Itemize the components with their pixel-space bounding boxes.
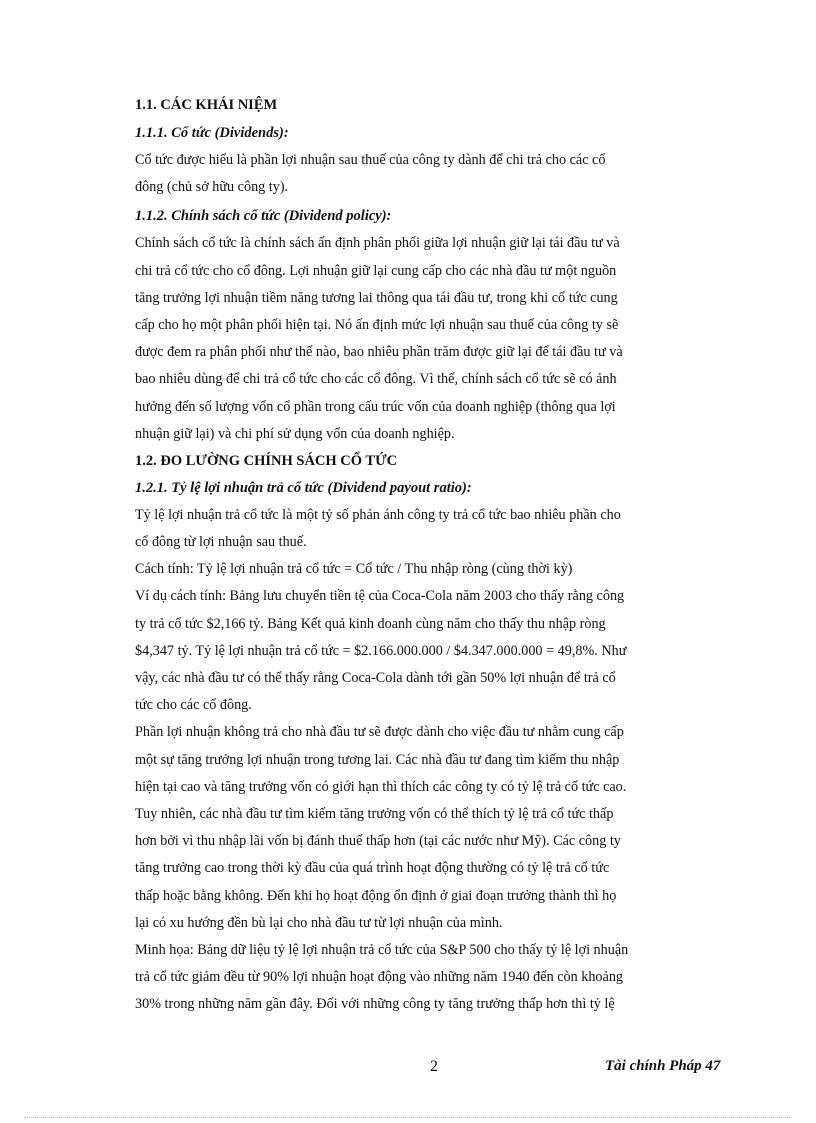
text-line: hiện tại cao và tăng trưởng vốn có giới hạn thì thích các công ty có tỷ lệ trả cổ tức cao. (135, 778, 627, 795)
paragraph-formula (135, 556, 707, 583)
text-line: $4,347 tỷ. Tỷ lệ lợi nhuận trả cổ tức = $2.166.000.000 / $4.347.000.000 = 49,8%. Như (135, 642, 627, 659)
text-line: Cách tính: Tỷ lệ lợi nhuận trả cổ tức = Cổ tức / Thu nhập ròng (cùng thời kỳ) (135, 561, 573, 578)
page-number: 2 (430, 1058, 438, 1075)
text-line: thấp hoặc bằng không. Đến khi họ hoạt động ổn định ở giai đoạn trưởng thành thì họ (135, 887, 617, 904)
text-line: cấp cho họ một phân phối hiện tại. Nó ấn định mức lợi nhuận sau thuế của công ty sẽ (135, 316, 619, 333)
text-line: Chính sách cổ tức là chính sách ấn định phân phối giữa lợi nhuận giữ lại tái đầu tư và (135, 235, 620, 252)
text-line: Ví dụ cách tính: Bảng lưu chuyển tiền tệ của Coca-Cola năm 2003 cho thấy rằng công (135, 588, 625, 605)
paragraph-example (135, 583, 707, 719)
text-line: trả cổ tức giảm đều từ 90% lợi nhuận hoạt động vào những năm 1940 đến còn khoảng (135, 969, 624, 986)
text-line: Cổ tức được hiểu là phần lợi nhuận sau thuế của công ty dành để chi trả cho các cổ (135, 152, 606, 168)
text-line: tăng trưởng lợi nhuận tiềm năng tương lai thông qua tái đầu tư, trong khi cổ tức cung (135, 289, 618, 306)
footer-course: Tài chính Pháp 47 (605, 1058, 721, 1074)
text-line: nhuận giữ lại) và chi phí sử dụng vốn của doanh nghiệp. (135, 425, 455, 442)
text-line: Tuy nhiên, các nhà đầu tư tìm kiếm tăng trưởng vốn có thể thích tỷ lệ trả cổ tức thấp (135, 805, 614, 822)
text-line: ty trả cổ tức $2,166 tỷ. Bảng Kết quả kinh doanh cùng năm cho thấy thu nhập ròng (135, 615, 606, 632)
heading-1-2-1: 1.2.1. Tỷ lệ lợi nhuận trả cổ tức (Dividend payout ratio): (135, 479, 472, 496)
text-line: lại có xu hướng đền bù lại cho nhà đầu tư từ lợi nhuận của mình. (135, 914, 503, 931)
paragraph-dividends (135, 147, 707, 201)
text-line: Tỷ lệ lợi nhuận trả cổ tức là một tỷ số phản ánh công ty trả cổ tức bao nhiêu phần cho (135, 506, 621, 523)
text-line: 30% trong những năm gần đây. Đối với những công ty tăng trưởng thấp hơn thì tỷ lệ (135, 996, 615, 1013)
page-bottom-divider (24, 1117, 792, 1118)
page-content (135, 92, 707, 1018)
text-line: Minh họa: Bảng dữ liệu tỷ lệ lợi nhuận trả cổ tức của S&P 500 cho thấy tỷ lệ lợi nhuận (135, 941, 629, 958)
text-line: đông (chủ sở hữu công ty). (135, 179, 289, 196)
text-line: tăng trưởng cao trong thời kỳ đầu của quá trình hoạt động thường có tỷ lệ trả cổ tức (135, 860, 610, 877)
text-line: một sự tăng trưởng lợi nhuận trong tương lai. Các nhà đầu tư đang tìm kiếm thu nhập (135, 751, 620, 768)
heading-1-1-2: 1.1.2. Chính sách cổ tức (Dividend policy): (135, 208, 392, 225)
heading-1-1: 1.1. CÁC KHÁI NIỆM (135, 97, 278, 113)
paragraph-illustration (135, 937, 707, 1019)
paragraph-retained (135, 719, 707, 937)
paragraph-policy (135, 230, 707, 448)
heading-1-2: 1.2. ĐO LƯỜNG CHÍNH SÁCH CỔ TỨC (135, 452, 398, 469)
text-line: vậy, các nhà đầu tư có thể thấy rằng Coca-Cola dành tới gần 50% lợi nhuận để trả cổ (135, 670, 616, 686)
text-line: được đem ra phân phối như thế nào, bao nhiêu phần trăm được giữ lại để tái đầu tư và (135, 344, 623, 361)
text-line: hưởng đến số lượng vốn cổ phần trong cấu trúc vốn của doanh nghiệp (thông qua lợi (135, 398, 616, 415)
text-line: cổ đông từ lợi nhuận sau thuế. (135, 534, 307, 551)
text-line: bao nhiêu dùng để chi trả cổ tức cho các cổ đông. Vì thế, chính sách cổ tức sẽ có ảnh (135, 371, 617, 388)
paragraph-ratio (135, 502, 707, 556)
text-line: hơn bởi vì thu nhập lãi vốn bị đánh thuế thấp hơn (tại các nước như Mỹ). Các công ty (135, 833, 621, 850)
text-line: Phần lợi nhuận không trả cho nhà đầu tư sẽ được dành cho việc đầu tư nhằm cung cấp (135, 724, 624, 741)
heading-1-1-1: 1.1.1. Cổ tức (Dividends): (135, 125, 289, 141)
text-line: tức cho các cổ đông. (135, 697, 252, 714)
text-line: chi trả cổ tức cho cổ đông. Lợi nhuận giữ lại cung cấp cho các nhà đầu tư một nguồn (135, 262, 617, 279)
